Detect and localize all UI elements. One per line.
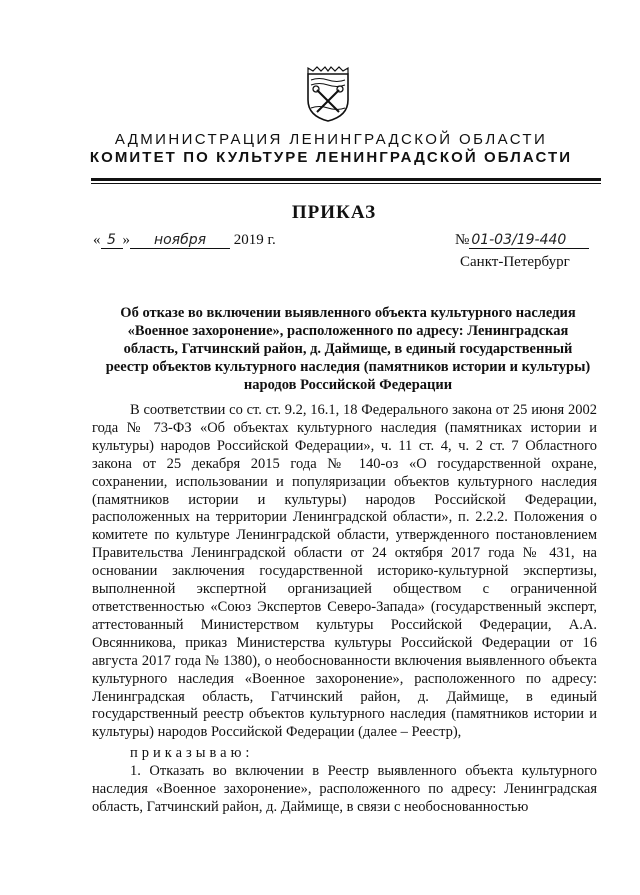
city: Санкт-Петербург bbox=[460, 254, 570, 270]
heading-line: народов Российской Федерации bbox=[243, 377, 453, 393]
date-year: 2019 г. bbox=[233, 232, 276, 248]
administration-title: АДМИНИСТРАЦИЯ ЛЕНИНГРАДСКОЙ ОБЛАСТИ bbox=[114, 131, 548, 148]
number-prefix: № bbox=[455, 232, 470, 248]
date-open-quote: « bbox=[93, 232, 101, 248]
heading-line: реестр объектов культурного наследия (памятников истории и культуры) bbox=[105, 359, 591, 375]
order-heading bbox=[100, 304, 596, 394]
coat-of-arms-emblem bbox=[305, 66, 351, 122]
date-month: ноября bbox=[130, 232, 230, 249]
header-divider-thick bbox=[91, 178, 601, 181]
order-item-1 bbox=[92, 763, 597, 817]
heading-line: Об отказе во включении выявленного объекта культурного наследия bbox=[120, 305, 576, 321]
header-divider-thin bbox=[91, 183, 601, 184]
preamble bbox=[92, 402, 597, 742]
committee-title: КОМИТЕТ ПО КУЛЬТУРЕ ЛЕНИНГРАДСКОЙ ОБЛАСТИ bbox=[89, 149, 573, 166]
date-close-quote: » bbox=[122, 232, 130, 248]
order-title: ПРИКАЗ bbox=[291, 202, 377, 223]
heading-line: область, Гатчинский район, д. Даймище, в единый государственный bbox=[123, 341, 573, 357]
heading-line: «Военное захоронение», расположенного по адресу: Ленинградская bbox=[127, 323, 569, 339]
order-word: приказываю: bbox=[130, 745, 254, 761]
number-value: 01-03/19-440 bbox=[469, 232, 589, 249]
preamble-paragraph: В соответствии со ст. ст. 9.2, 16.1, 18 Федерального закона от 25 июня 2002 года № 73-ФЗ «Об объектах культурного наследия (памятниках истории и культуры) народов Российской Федерации», ч. 11 ст. 4, ч. 2 ст. 7 Областного закона от 25 декабря 2015 года № 140-оз «О государственной охране, сохранении, использовании и популяризации объектов культурного наследия (памятников истории и культуры) народов Российской Федерации, расположенных на территории Ленинградской области», п. 2.2.2. Положения о комитете по культуре Ленинградской области, утвержденного постановлением Правительства Ленинградской области от 24 октября 2017 года № 431, на основании заключения государственной историко-культурной экспертизы, выполненной экспертной организацией обществом с ограниченной ответственностью «Союз Экспертов Северо-Запада» (государственный эксперт, аттестованный Министерством культуры Российской Федерации, А.А. Овсянникова, приказ Министерства культуры Российской Федерации от 16 августа 2017 года № 1380), о необоснованности включения выявленного объекта культурного наследия «Военное захоронение», расположенного по адресу: Ленинградская область, Гатчинский район, д. Даймище, в единый государственный реестр объектов культурного наследия (памятников истории и культуры) народов Российской Федерации (далее – Реестр), bbox=[92, 402, 597, 741]
date-day: 5 bbox=[101, 232, 123, 249]
order-number bbox=[455, 232, 589, 249]
order-item-text: 1. Отказать во включении в Реестр выявленного объекта культурного наследия «Военное захоронение», расположенного по адресу: Ленинградская область, Гатчинский район, д. Даймище, в связи с необоснованностью bbox=[92, 763, 597, 815]
order-date bbox=[93, 232, 276, 249]
